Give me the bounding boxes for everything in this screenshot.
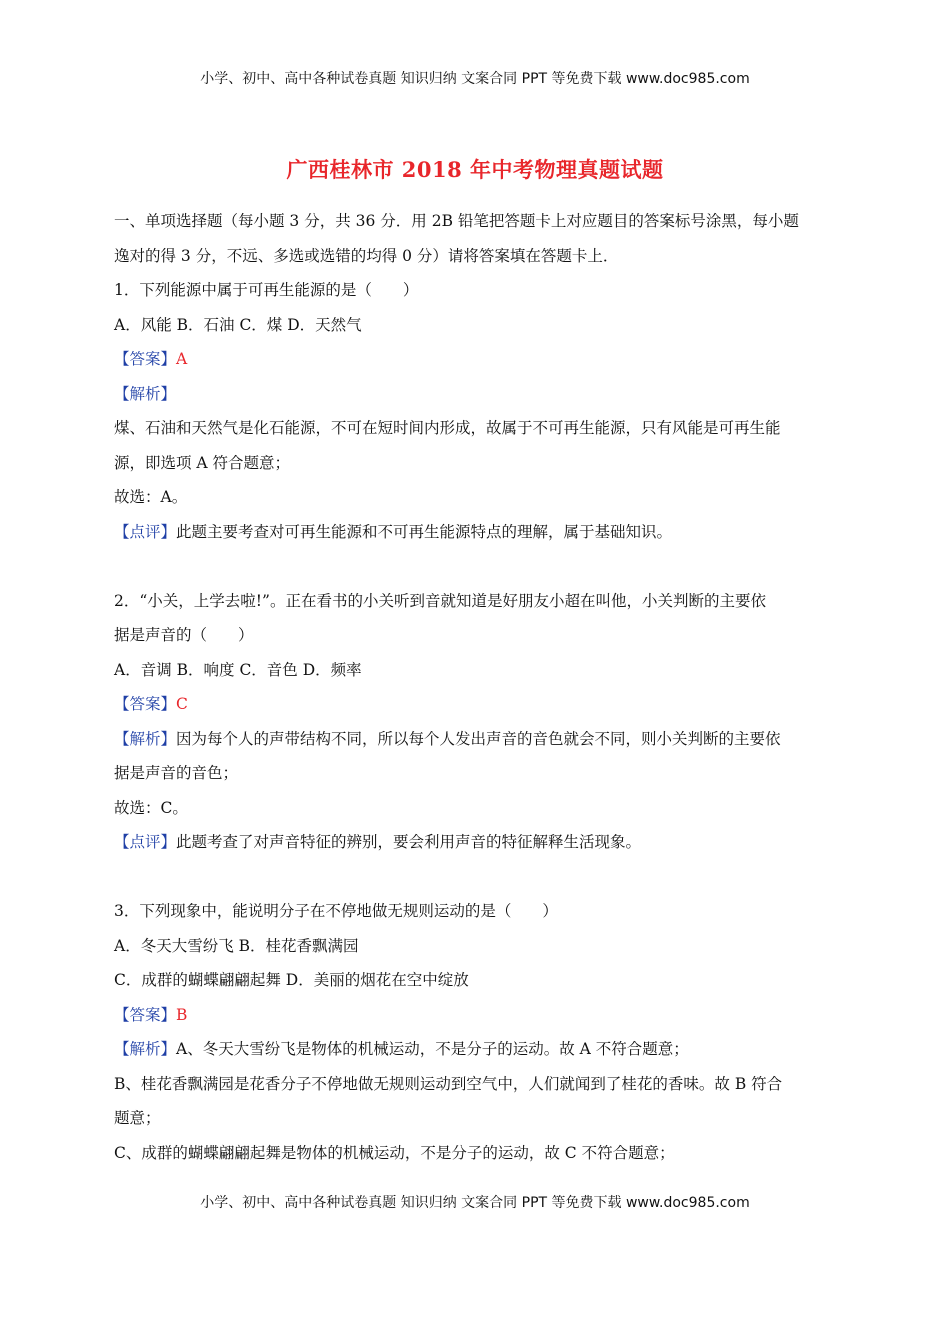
question-2-stem: 2．“小关，上学去啦!”。正在看书的小关听到音就知道是好朋友小超在叫他，小关判断的主要依 <box>114 591 766 610</box>
question-1-stem: 1．下列能源中属于可再生能源的是（ ） <box>114 281 419 299</box>
question-2-options: A．音调 B．响度 C．音色 D．频率 <box>114 660 362 679</box>
question-2-comment <box>114 825 838 860</box>
question-1-analysis-line: 源，即选项 A 符合题意； <box>114 453 291 472</box>
document-body <box>114 204 838 1170</box>
comment-text: 此题考查了对声音特征的辨别，要会利用声音的特征解释生活现象。 <box>176 833 642 851</box>
question-3-analysis-line: 题意； <box>114 1109 161 1127</box>
question-1-options: A．风能 B．石油 C．煤 D．天然气 <box>114 315 362 334</box>
question-2-choice: 故选：C。 <box>114 798 188 817</box>
question-2-analysis <box>114 722 838 757</box>
comment-tag: 【点评】 <box>114 833 177 851</box>
page-title: 广西桂林市 2018 年中考物理真题试题 <box>286 157 664 182</box>
answer-tag: 【答案】 <box>114 1005 177 1024</box>
question-1-answer <box>114 342 838 377</box>
question-3-analysis <box>114 1032 838 1067</box>
analysis-text: 因为每个人的声带结构不同，所以每个人发出声音的音色就会不同，则小关判断的主要依 <box>176 729 781 748</box>
analysis-tag: 【解析】 <box>114 729 177 748</box>
spacer <box>114 860 838 895</box>
question-3-options: C．成群的蝴蝶翩翩起舞 D．美丽的烟花在空中绽放 <box>114 971 469 989</box>
section-intro-line: 逸对的得 3 分，不远、多选或选错的均得 0 分）请将答案填在答题卡上． <box>114 246 619 265</box>
answer-value: B <box>176 1005 188 1024</box>
answer-value: C <box>176 695 188 713</box>
question-2-answer <box>114 687 838 722</box>
question-1-choice: 故选：A。 <box>114 488 188 506</box>
spacer <box>114 549 838 584</box>
question-3-analysis-line: B、桂花香飘满园是花香分子不停地做无规则运动到空气中，人们就闻到了桂花的香味。故 B 符合 <box>114 1074 783 1093</box>
question-3-answer <box>114 998 838 1033</box>
comment-tag: 【点评】 <box>114 522 177 541</box>
section-intro-line: 一、单项选择题（每小题 3 分，共 36 分．用 2B 铅笔把答题卡上对应题目的答案标号涂黑，每小题 <box>114 212 799 230</box>
answer-tag: 【答案】 <box>114 350 177 368</box>
analysis-text: A、冬天大雪纷飞是物体的机械运动，不是分子的运动。故 A 不符合题意； <box>176 1040 689 1058</box>
question-2-stem: 据是声音的（ ） <box>114 626 254 644</box>
answer-value: A <box>176 350 188 368</box>
page-header: 小学、初中、高中各种试卷真题 知识归纳 文案合同 PPT 等免费下载 www.doc985.com <box>200 71 750 87</box>
question-3-options: A．冬天大雪纷飞 B．桂花香飘满园 <box>114 936 359 955</box>
question-3-analysis-line: C、成群的蝴蝶翩翩起舞是物体的机械运动，不是分子的运动，故 C 不符合题意； <box>114 1143 675 1162</box>
question-1-analysis-line: 煤、石油和天然气是化石能源，不可在短时间内形成，故属于不可再生能源，只有风能是可再生能 <box>114 419 781 437</box>
comment-text: 此题主要考查对可再生能源和不可再生能源特点的理解，属于基础知识。 <box>176 522 673 541</box>
question-1-analysis-heading <box>114 377 838 412</box>
question-1-comment <box>114 515 838 550</box>
analysis-tag: 【解析】 <box>114 384 177 403</box>
page-footer: 小学、初中、高中各种试卷真题 知识归纳 文案合同 PPT 等免费下载 www.doc985.com <box>200 1195 750 1211</box>
question-3-stem: 3．下列现象中，能说明分子在不停地做无规则运动的是（ ） <box>114 902 558 920</box>
analysis-tag: 【解析】 <box>114 1040 177 1058</box>
question-2-analysis-line: 据是声音的音色； <box>114 764 239 782</box>
answer-tag: 【答案】 <box>114 695 177 713</box>
